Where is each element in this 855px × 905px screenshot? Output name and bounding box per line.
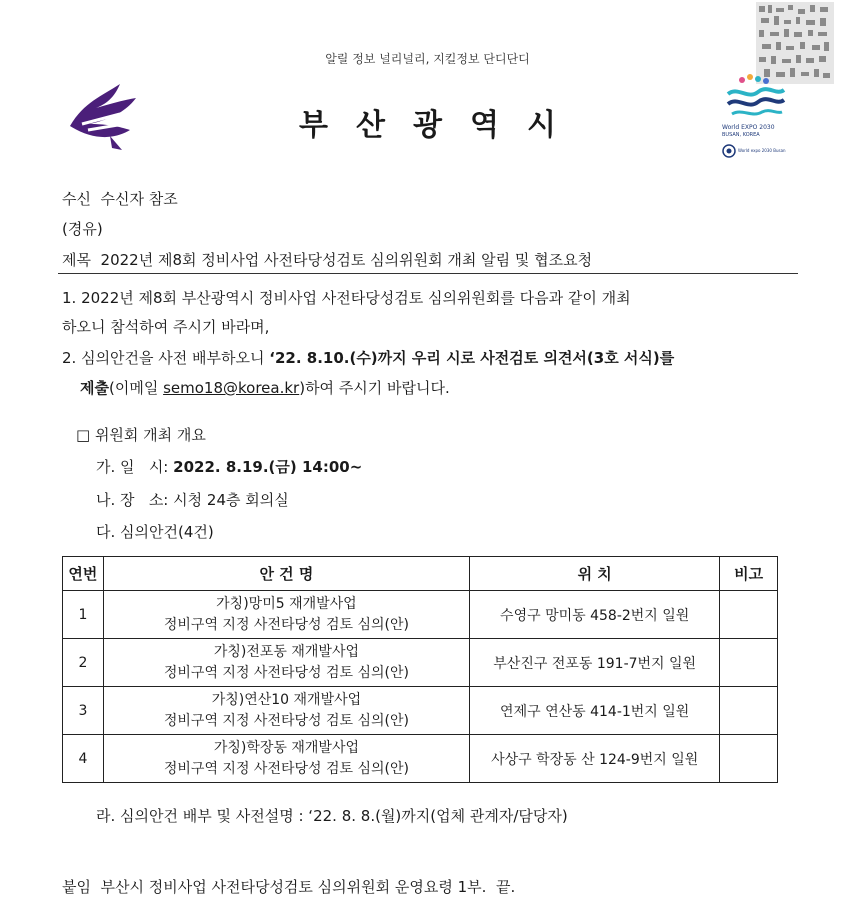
org-title: 부산광역시 — [299, 108, 584, 143]
row-note — [720, 735, 778, 783]
row-note — [720, 687, 778, 735]
row-location: 사상구 학장동 산 124-9번지 일원 — [470, 735, 720, 783]
agenda-heading: 다. 심의안건(4건) — [96, 523, 214, 541]
via-line: (경유) — [62, 220, 103, 238]
attachment-line: 붙임 부산시 정비사업 사전타당성검토 심의위원회 운영요령 1부. 끝. — [62, 878, 516, 896]
header-name: 안 건 명 — [103, 557, 469, 591]
row-no: 2 — [63, 639, 104, 687]
recipient-label: 수신 — [62, 190, 91, 208]
row-location: 부산진구 전포동 191-7번지 일원 — [470, 639, 720, 687]
overview-heading: □ 위원회 개최 개요 — [76, 426, 206, 444]
world-expo-logo-icon — [720, 72, 790, 164]
subject-divider — [58, 273, 798, 274]
meeting-place-line — [96, 489, 289, 510]
row-name-line-1: 가칭)연산10 재개발사업 — [211, 691, 362, 708]
busan-city-logo-icon — [62, 74, 144, 156]
subject-value: 2022년 제8회 정비사업 사전타당성검토 심의위원회 개최 알림 및 협조요청 — [100, 251, 593, 269]
row-name-line-2: 정비구역 지정 사전타당성 검토 심의(안) — [163, 712, 409, 729]
slogan: 알릴 정보 널리널리, 지킬정보 단디단디 — [325, 52, 530, 66]
row-name — [103, 591, 469, 639]
row-name-line-2: 정비구역 지정 사전타당성 검토 심의(안) — [163, 760, 409, 777]
email-prefix: (이메일 — [108, 379, 164, 397]
paragraph-2-line-2 — [80, 377, 450, 398]
header-no: 연번 — [63, 557, 104, 591]
expo-city: BUSAN, KOREA — [722, 132, 760, 138]
paragraph-2-line-1 — [62, 347, 674, 368]
date-label: 가. 일 시: — [96, 458, 169, 476]
paragraph-1-line-1: 1. 2022년 제8회 부산광역시 정비사업 사전타당성검토 심의위원회를 다음과 같이 개최 — [62, 289, 631, 307]
header-note: 비고 — [720, 557, 778, 591]
expo-caption: World expo 2030 Busan — [738, 148, 786, 153]
email-link[interactable]: semo18@korea.kr — [163, 379, 300, 397]
row-name — [103, 735, 469, 783]
row-note — [720, 639, 778, 687]
table-row — [63, 591, 778, 639]
subject-label: 제목 — [62, 251, 91, 269]
recipient-value: 수신자 참조 — [100, 190, 178, 208]
submit-text: 제출 — [80, 379, 109, 397]
row-no: 1 — [63, 591, 104, 639]
row-name — [103, 639, 469, 687]
row-name-line-1: 가칭)전포동 재개발사업 — [213, 643, 359, 660]
table-row — [63, 687, 778, 735]
row-location: 연제구 연산동 414-1번지 일원 — [470, 687, 720, 735]
expo-title: World EXPO 2030 — [722, 124, 775, 131]
distribution-line: 라. 심의안건 배부 및 사전설명 : ‘22. 8. 8.(월)까지(업체 관계자/담당자) — [96, 807, 568, 825]
meeting-date-line — [96, 456, 362, 477]
table-header-row — [63, 557, 778, 591]
row-location: 수영구 망미동 458-2번지 일원 — [470, 591, 720, 639]
expo-seal-icon — [722, 144, 736, 158]
row-name-line-1: 가칭)학장동 재개발사업 — [213, 739, 359, 756]
deadline-text: ‘22. 8.10.(수)까지 우리 시로 사전검토 의견서(3호 서식)를 — [269, 349, 675, 367]
row-no: 4 — [63, 735, 104, 783]
header-location: 위 치 — [470, 557, 720, 591]
row-no: 3 — [63, 687, 104, 735]
recipient-line — [62, 188, 178, 209]
paragraph-2-end: )하여 주시기 바랍니다. — [299, 379, 450, 397]
paragraph-1-line-2: 하오니 참석하여 주시기 바라며, — [62, 318, 270, 336]
row-name-line-1: 가칭)망미5 재개발사업 — [216, 595, 357, 612]
row-name — [103, 687, 469, 735]
place-label: 나. 장 소: — [96, 491, 169, 509]
row-name-line-2: 정비구역 지정 사전타당성 검토 심의(안) — [163, 664, 409, 681]
row-name-line-2: 정비구역 지정 사전타당성 검토 심의(안) — [163, 616, 409, 633]
date-value: 2022. 8.19.(금) 14:00~ — [173, 458, 363, 476]
row-note — [720, 591, 778, 639]
place-value: 시청 24층 회의실 — [173, 491, 289, 509]
agenda-table — [62, 556, 778, 783]
subject-line — [62, 249, 592, 270]
paragraph-2-prefix: 2. 심의안건을 사전 배부하오니 — [62, 349, 270, 367]
table-row — [63, 735, 778, 783]
table-row — [63, 639, 778, 687]
